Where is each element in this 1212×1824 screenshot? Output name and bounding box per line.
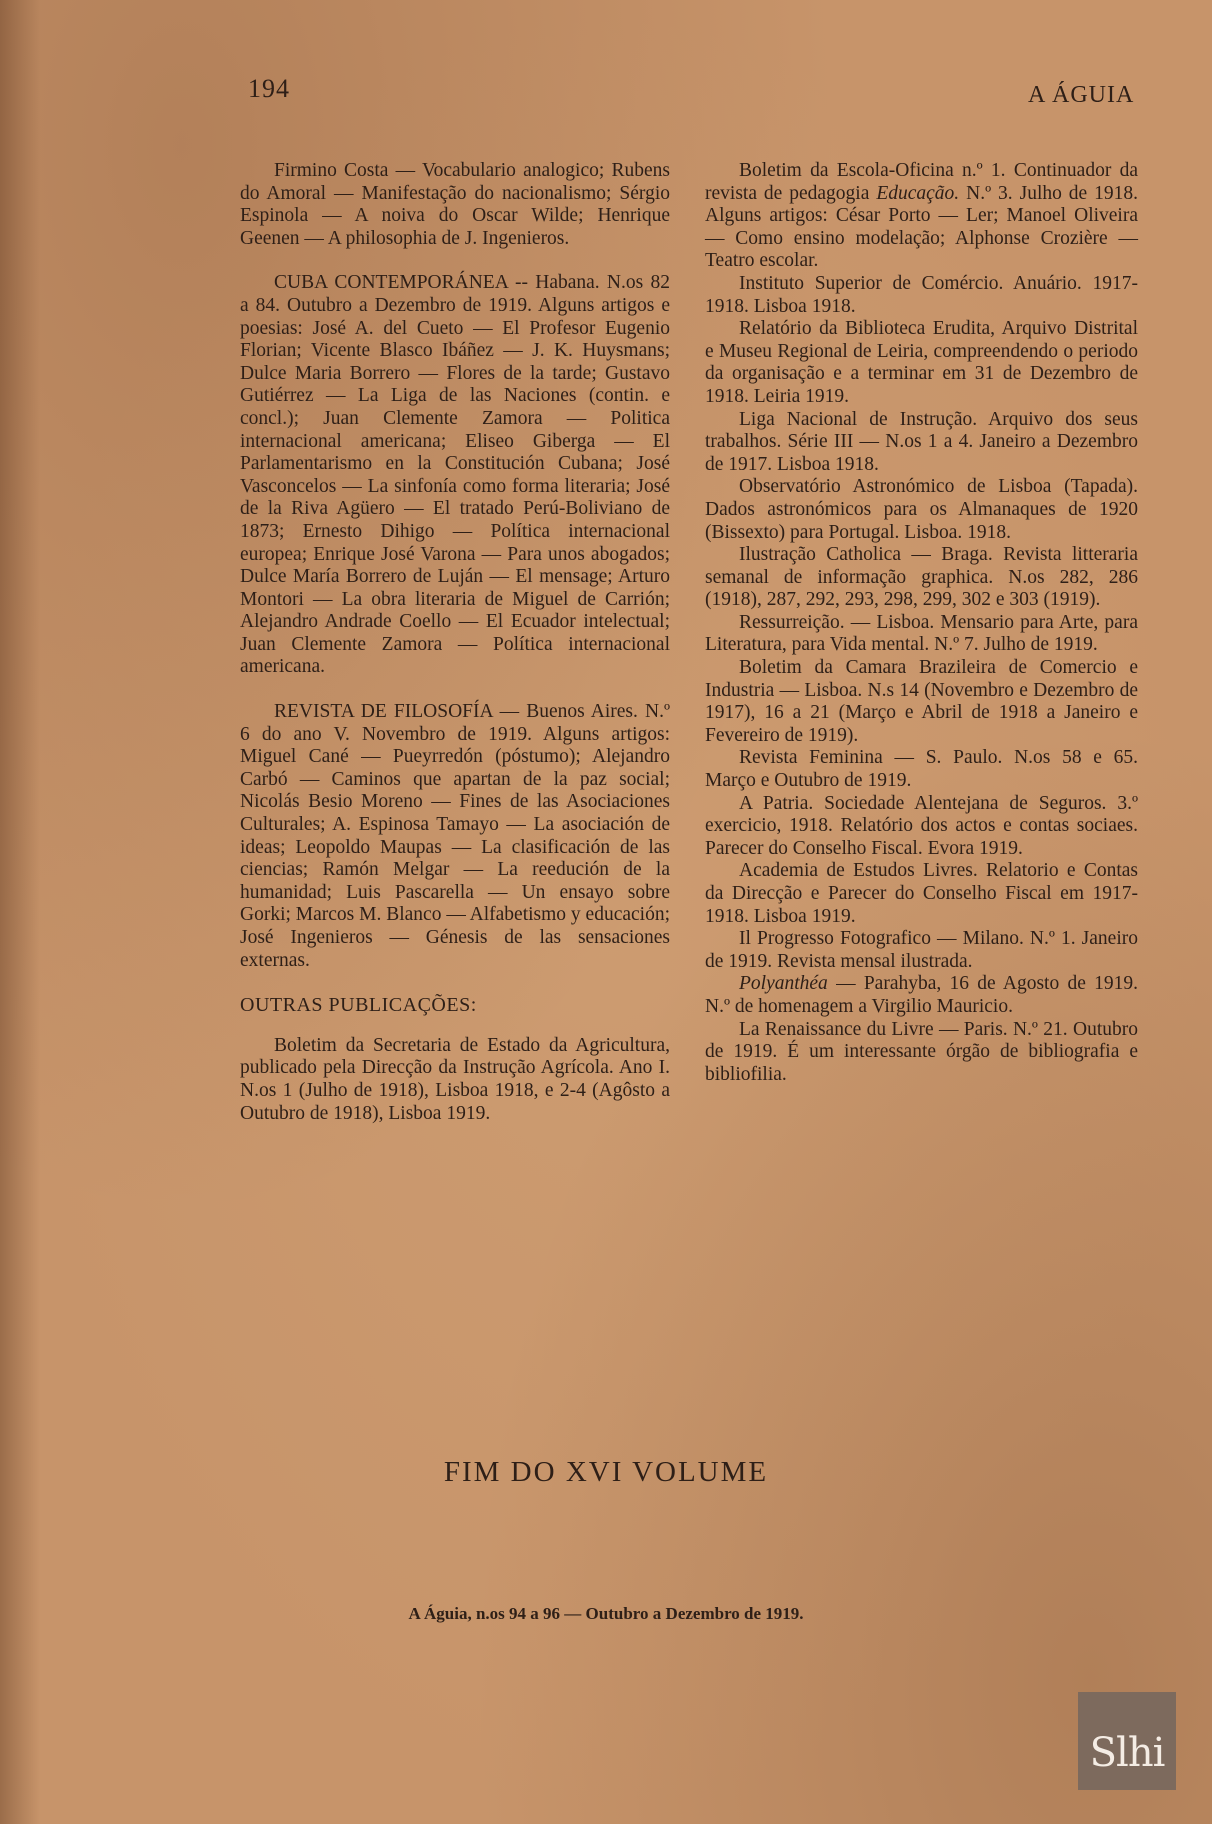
paragraph: Instituto Superior de Comércio. Anuário. 1917-1918. Lisboa 1918.: [705, 272, 1138, 317]
end-of-volume-title: FIM DO XVI VOLUME: [443, 1456, 769, 1488]
paragraph: [705, 160, 1138, 273]
section-heading: OUTRAS PUBLICAÇÕES:: [240, 994, 477, 1017]
paragraph: La Renaissance du Livre — Paris. N.º 21. Outubro de 1919. É um interessante órgão de bibliografia e bibliofilia.: [705, 1018, 1138, 1085]
paragraph: Ressurreição. — Lisboa. Mensario para Arte, para Literatura, para Vida mental. N.º 7. Julho de 1919.: [705, 611, 1138, 656]
paragraph: Il Progresso Fotografico — Milano. N.º 1. Janeiro de 1919. Revista mensal ilustrada.: [705, 928, 1138, 972]
page-edge-shadow: [0, 0, 40, 1824]
italic-title: Educação.: [876, 182, 960, 204]
paragraph: Ilustração Catholica — Braga. Revista litteraria semanal de informação graphica. N.os 282, 286 (1918), 287, 292, 293, 298, 299, 302 e 303 (1919).: [705, 544, 1138, 611]
paragraph: Firmino Costa — Vocabulario analogico; Rubens do Amoral — Manifestação do nacionalismo; Sérgio Espinola — A noiva do Oscar Wilde; Henrique Geenen — A philosophia de J. Ingenieros.: [240, 160, 670, 249]
footer-note: A Águia, n.os 94 a 96 — Outubro a Dezembro de 1919.: [408, 1604, 804, 1623]
paragraph: Boletim da Camara Brazileira de Comercio e Industria — Lisboa. N.s 14 (Novembro e Dezembro de 1917), 16 a 21 (Março e Abril de 1918 a Janeiro e Fevereiro de 1919).: [705, 657, 1138, 746]
logo-text: Slhi: [1089, 1730, 1165, 1776]
page-number: 194: [248, 74, 290, 103]
right-column: [705, 160, 1138, 1086]
paragraph: Liga Nacional de Instrução. Arquivo dos seus trabalhos. Série III — N.os 1 a 4. Janeiro a Dezembro de 1917. Lisboa 1918.: [705, 408, 1138, 475]
paragraph-text: Boletim da Escola-Oficina n.º 1. Continuador da revista de pedagogia: [705, 160, 1138, 204]
paragraph-text: N.º 3. Julho de 1918. Alguns artigos: César Porto — Ler; Manoel Oliveira — Como ensino modelação; Alphonse Crozière — Teatro escolar.: [705, 182, 1139, 272]
running-title: A ÁGUIA: [1028, 82, 1135, 108]
italic-title: Polyanthéa: [739, 973, 828, 995]
paragraph: REVISTA DE FILOSOFÍA — Buenos Aires. N.º 6 do ano V. Novembro de 1919. Alguns artigos: Miguel Cané — Pueyrredón (póstumo); Alejandro Carbó — Caminos que apartan de la paz social; Nicolás Besio Moreno — Fines de las Asociaciones Culturales; A. Espinosa Tamayo — La asociación de ideas; Leopoldo Maupas — La clasificación de las ciencias; Ramón Melgar — La reedución de la humanidad; Luis Pascarella — Un ensayo sobre Gorki; Marcos M. Blanco — Alfabetismo y educación; José Ingenieros — Génesis de las sensaciones externas.: [240, 701, 670, 971]
paragraph: Observatório Astronómico de Lisboa (Tapada). Dados astronómicos para os Almanaques de 1920 (Bissexto) para Portugal. Lisboa. 1918.: [705, 476, 1138, 543]
paragraph: CUBA CONTEMPORÁNEA -- Habana. N.os 82 a 84. Outubro a Dezembro de 1919. Alguns artigos e poesias: José A. del Cueto — El Profesor Eugenio Florian; Vicente Blasco Ibáñez — J. K. Huysmans; Dulce Maria Borrero — Flores de la tarde; Gustavo Gutiérrez — La Liga de las Naciones (contin. e concl.); Juan Clemente Zamora — Politica internacional americana; Eliseo Giberga — El Parlamentarismo en la Constitución Cubana; José Vasconcelos — La sinfonía como forma literaria; José de la Riva Agüero — El tratado Perú-Boliviano de 1873; Ernesto Dihigo — Política internacional europea; Enrique José Varona — Para unos abogados; Dulce María Borrero de Luján — El mensage; Arturo Montori — La obra literaria de Miguel de Carrión; Alejandro Andrade Coello — El Ecuador intelectual; Juan Clemente Zamora — Política internacional americana.: [240, 272, 670, 678]
paragraph: Revista Feminina — S. Paulo. N.os 58 e 65. Março e Outubro de 1919.: [705, 747, 1138, 792]
paragraph: [705, 973, 1138, 1018]
paragraph-text: — Parahyba, 16 de Agosto de 1919. N.º de homenagem a Virgilio Mauricio.: [705, 973, 1138, 1017]
library-logo: [1078, 1692, 1176, 1790]
paragraph: Academia de Estudos Livres. Relatorio e Contas da Direcção e Parecer do Conselho Fiscal em 1917-1918. Lisboa 1919.: [705, 860, 1138, 927]
left-column: [240, 160, 670, 1125]
paragraph: A Patria. Sociedade Alentejana de Seguros. 3.º exercicio, 1918. Relatório dos actos e contas sociaes. Parecer do Conselho Fiscal. Evora 1919.: [705, 792, 1138, 859]
paragraph: Relatório da Biblioteca Erudita, Arquivo Distrital e Museu Regional de Leiria, compreendendo o periodo da organisação e a terminar em 31 de Dezembro de 1918. Leiria 1919.: [705, 318, 1138, 407]
paragraph: Boletim da Secretaria de Estado da Agricultura, publicado pela Direcção da Instrução Agrícola. Ano I. N.os 1 (Julho de 1918), Lisboa 1918, e 2-4 (Agôsto a Outubro de 1918), Lisboa 1919.: [240, 1034, 670, 1124]
